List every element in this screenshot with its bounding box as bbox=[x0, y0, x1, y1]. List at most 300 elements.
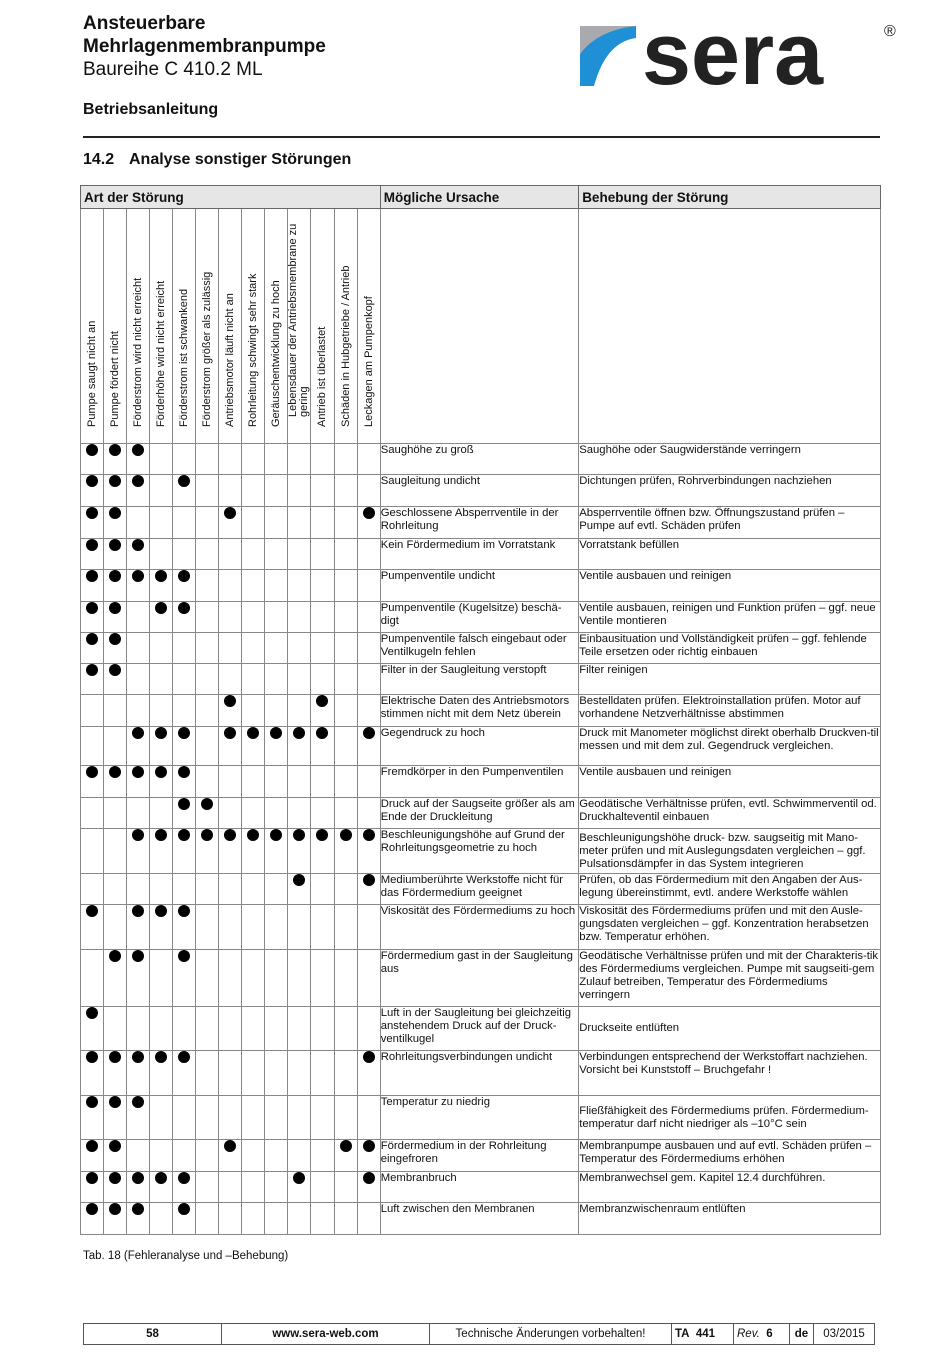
bullet-mark bbox=[316, 727, 328, 739]
cause-cell: Geschlossene Absperrventile in der Rohrleitung bbox=[380, 507, 578, 539]
symptom-mark-cell bbox=[357, 1140, 380, 1172]
symptom-mark-cell bbox=[150, 539, 173, 570]
remedy-cell: Dichtungen prüfen, Rohrverbindungen nachziehen bbox=[579, 475, 881, 507]
bullet-mark bbox=[109, 664, 121, 676]
bullet-mark bbox=[132, 1203, 144, 1215]
symptom-label: Leckagen am Pumpenkopf bbox=[362, 296, 375, 427]
bullet-mark bbox=[132, 829, 144, 841]
symptom-mark-cell bbox=[334, 695, 357, 727]
symptom-mark-cell bbox=[127, 727, 150, 766]
bullet-mark bbox=[132, 475, 144, 487]
symptom-mark-cell bbox=[265, 1140, 288, 1172]
remedy-cell: Absperrventile öffnen bzw. Öffnungszustand prüfen – Pumpe auf evtl. Schäden prüfen bbox=[579, 507, 881, 539]
symptom-mark-cell bbox=[127, 1007, 150, 1051]
bullet-mark bbox=[109, 950, 121, 962]
bullet-mark bbox=[132, 1172, 144, 1184]
bullet-mark bbox=[109, 1096, 121, 1108]
symptom-mark-cell bbox=[242, 1203, 265, 1235]
bullet-mark bbox=[178, 950, 190, 962]
symptom-mark-cell bbox=[196, 1051, 219, 1096]
symptom-mark-cell bbox=[127, 570, 150, 602]
symptom-mark-cell bbox=[104, 1203, 127, 1235]
change-notice: Technische Änderungen vorbehalten! bbox=[430, 1324, 672, 1345]
symptom-mark-cell bbox=[150, 905, 173, 950]
remedy-cell: Druckseite entlüften bbox=[579, 1007, 881, 1051]
symptom-mark-cell bbox=[311, 539, 334, 570]
bullet-mark bbox=[316, 829, 328, 841]
symptom-mark-cell bbox=[334, 507, 357, 539]
logo-wordmark: sera bbox=[642, 8, 824, 88]
symptom-mark-cell bbox=[81, 539, 104, 570]
bullet-mark bbox=[86, 664, 98, 676]
remedy-cell: Vorratstank befüllen bbox=[579, 539, 881, 570]
symptom-mark-cell bbox=[81, 1051, 104, 1096]
symptom-mark-cell bbox=[150, 727, 173, 766]
remedy-cell: Ventile ausbauen und reinigen bbox=[579, 570, 881, 602]
bullet-mark bbox=[86, 1096, 98, 1108]
symptom-mark-cell bbox=[150, 1172, 173, 1203]
symptom-mark-cell bbox=[357, 444, 380, 475]
remedy-cell: Geodätische Verhältnisse prüfen, evtl. Schwimmerventil od. Druckhalteventil einbauen bbox=[579, 798, 881, 829]
cause-cell: Filter in der Saugleitung verstopft bbox=[380, 664, 578, 695]
bullet-mark bbox=[363, 829, 375, 841]
title-line-2: Mehrlagenmembranpumpe bbox=[83, 36, 326, 57]
remedy-cell: Filter reinigen bbox=[579, 664, 881, 695]
revision bbox=[734, 1324, 790, 1345]
bullet-mark bbox=[86, 1051, 98, 1063]
symptom-mark-cell bbox=[311, 664, 334, 695]
symptom-mark-cell bbox=[173, 664, 196, 695]
symptom-mark-cell bbox=[150, 1051, 173, 1096]
bullet-mark bbox=[155, 602, 167, 614]
symptom-mark-cell bbox=[288, 905, 311, 950]
bullet-mark bbox=[109, 1172, 121, 1184]
symptom-mark-cell bbox=[196, 1007, 219, 1051]
symptom-header bbox=[242, 209, 265, 444]
symptom-mark-cell bbox=[196, 695, 219, 727]
symptom-mark-cell bbox=[242, 798, 265, 829]
symptom-mark-cell bbox=[173, 1007, 196, 1051]
symptom-mark-cell bbox=[127, 1051, 150, 1096]
table-row bbox=[81, 905, 881, 950]
symptom-mark-cell bbox=[81, 664, 104, 695]
symptom-mark-cell bbox=[242, 539, 265, 570]
table-row bbox=[81, 874, 881, 905]
symptom-mark-cell bbox=[196, 539, 219, 570]
bullet-mark bbox=[86, 539, 98, 551]
rev-label: Rev. bbox=[737, 1328, 760, 1340]
bullet-mark bbox=[109, 507, 121, 519]
section-title: Analyse sonstiger Störungen bbox=[129, 151, 352, 168]
symptom-mark-cell bbox=[265, 1203, 288, 1235]
symptom-label: Antrieb ist überlastet bbox=[316, 326, 329, 427]
symptom-mark-cell bbox=[219, 1203, 242, 1235]
symptom-mark-cell bbox=[196, 444, 219, 475]
table-row bbox=[81, 798, 881, 829]
symptom-mark-cell bbox=[334, 1203, 357, 1235]
bullet-mark bbox=[86, 475, 98, 487]
table-row bbox=[81, 695, 881, 727]
section-number: 14.2 bbox=[83, 151, 115, 168]
symptom-mark-cell bbox=[357, 664, 380, 695]
symptom-mark-cell bbox=[104, 766, 127, 798]
symptom-mark-cell bbox=[311, 1203, 334, 1235]
symptom-mark-cell bbox=[127, 1172, 150, 1203]
symptom-mark-cell bbox=[196, 905, 219, 950]
symptom-mark-cell bbox=[311, 905, 334, 950]
symptom-mark-cell bbox=[288, 602, 311, 633]
header-blank-remedy bbox=[579, 209, 881, 444]
table-row bbox=[81, 950, 881, 1007]
bullet-mark bbox=[201, 829, 213, 841]
symptom-mark-cell bbox=[265, 475, 288, 507]
symptom-mark-cell bbox=[150, 507, 173, 539]
symptom-mark-cell bbox=[265, 633, 288, 664]
symptom-mark-cell bbox=[196, 766, 219, 798]
symptom-mark-cell bbox=[150, 766, 173, 798]
symptom-header bbox=[150, 209, 173, 444]
bullet-mark bbox=[340, 1140, 352, 1152]
bullet-mark bbox=[132, 539, 144, 551]
symptom-mark-cell bbox=[219, 539, 242, 570]
header-possible-cause: Mögliche Ursache bbox=[380, 186, 578, 209]
symptom-mark-cell bbox=[311, 1007, 334, 1051]
symptom-mark-cell bbox=[311, 633, 334, 664]
symptom-mark-cell bbox=[311, 727, 334, 766]
remedy-cell: Membranwechsel gem. Kapitel 12.4 durchführen. bbox=[579, 1172, 881, 1203]
symptom-mark-cell bbox=[81, 874, 104, 905]
remedy-cell: Ventile ausbauen und reinigen bbox=[579, 766, 881, 798]
symptom-mark-cell bbox=[311, 507, 334, 539]
symptom-mark-cell bbox=[357, 633, 380, 664]
symptom-mark-cell bbox=[127, 829, 150, 874]
bullet-mark bbox=[293, 727, 305, 739]
symptom-mark-cell bbox=[104, 602, 127, 633]
symptom-header bbox=[196, 209, 219, 444]
symptom-mark-cell bbox=[357, 602, 380, 633]
symptom-mark-cell bbox=[311, 829, 334, 874]
symptom-mark-cell bbox=[127, 1203, 150, 1235]
symptom-mark-cell bbox=[173, 1096, 196, 1140]
remedy-cell: Bestelldaten prüfen. Elektroinstallation prüfen. Motor auf vorhandene Netzverhältnisse abstimmen bbox=[579, 695, 881, 727]
remedy-cell: Membranzwischenraum entlüften bbox=[579, 1203, 881, 1235]
symptom-mark-cell bbox=[150, 1007, 173, 1051]
symptom-mark-cell bbox=[127, 1140, 150, 1172]
bullet-mark bbox=[155, 905, 167, 917]
symptom-mark-cell bbox=[104, 798, 127, 829]
symptom-mark-cell bbox=[357, 950, 380, 1007]
bullet-mark bbox=[109, 570, 121, 582]
remedy-cell: Einbausituation und Vollständigkeit prüfen – ggf. fehlende Teile ersetzen oder richtig einbauen bbox=[579, 633, 881, 664]
symptom-mark-cell bbox=[219, 874, 242, 905]
symptom-mark-cell bbox=[196, 829, 219, 874]
symptom-mark-cell bbox=[173, 829, 196, 874]
symptom-mark-cell bbox=[311, 1172, 334, 1203]
symptom-mark-cell bbox=[150, 444, 173, 475]
symptom-mark-cell bbox=[150, 695, 173, 727]
symptom-mark-cell bbox=[173, 1172, 196, 1203]
bullet-mark bbox=[178, 727, 190, 739]
symptom-mark-cell bbox=[81, 1096, 104, 1140]
bullet-mark bbox=[201, 798, 213, 810]
symptom-mark-cell bbox=[242, 570, 265, 602]
symptom-label: Antriebsmotor läuft nicht an bbox=[224, 293, 237, 427]
bullet-mark bbox=[86, 1172, 98, 1184]
symptom-mark-cell bbox=[288, 1140, 311, 1172]
bullet-mark bbox=[132, 905, 144, 917]
symptom-mark-cell bbox=[288, 507, 311, 539]
bullet-mark bbox=[86, 905, 98, 917]
symptom-mark-cell bbox=[150, 1140, 173, 1172]
bullet-mark bbox=[109, 602, 121, 614]
symptom-mark-cell bbox=[127, 664, 150, 695]
symptom-mark-cell bbox=[288, 570, 311, 602]
symptom-mark-cell bbox=[265, 829, 288, 874]
symptom-mark-cell bbox=[265, 695, 288, 727]
symptom-mark-cell bbox=[265, 444, 288, 475]
symptom-mark-cell bbox=[196, 1096, 219, 1140]
symptom-mark-cell bbox=[334, 570, 357, 602]
cause-cell: Mediumberührte Werkstoffe nicht für das Fördermedium geeignet bbox=[380, 874, 578, 905]
bullet-mark bbox=[155, 829, 167, 841]
symptom-mark-cell bbox=[288, 727, 311, 766]
bullet-mark bbox=[109, 633, 121, 645]
symptom-mark-cell bbox=[219, 1096, 242, 1140]
table-row bbox=[81, 1051, 881, 1096]
symptom-label: Förderhöhe wird nicht erreicht bbox=[155, 280, 168, 427]
symptom-mark-cell bbox=[357, 1051, 380, 1096]
table-row bbox=[81, 1172, 881, 1203]
bullet-mark bbox=[178, 475, 190, 487]
table-row bbox=[81, 570, 881, 602]
header-remedy: Behebung der Störung bbox=[579, 186, 881, 209]
bullet-mark bbox=[224, 829, 236, 841]
document-header-title bbox=[83, 12, 543, 81]
symptom-header bbox=[219, 209, 242, 444]
bullet-mark bbox=[178, 602, 190, 614]
registered-mark: ® bbox=[884, 23, 896, 40]
symptom-header bbox=[104, 209, 127, 444]
symptom-mark-cell bbox=[311, 950, 334, 1007]
symptom-mark-cell bbox=[173, 539, 196, 570]
symptom-mark-cell bbox=[219, 950, 242, 1007]
symptom-mark-cell bbox=[242, 829, 265, 874]
symptom-mark-cell bbox=[242, 507, 265, 539]
symptom-label: Förderstrom ist schwankend bbox=[178, 288, 191, 427]
symptom-mark-cell bbox=[288, 664, 311, 695]
cause-cell: Gegendruck zu hoch bbox=[380, 727, 578, 766]
symptom-mark-cell bbox=[196, 475, 219, 507]
bullet-mark bbox=[363, 727, 375, 739]
symptom-mark-cell bbox=[242, 1172, 265, 1203]
symptom-mark-cell bbox=[334, 1140, 357, 1172]
cause-cell: Temperatur zu niedrig bbox=[380, 1096, 578, 1140]
symptom-mark-cell bbox=[104, 475, 127, 507]
table-row bbox=[81, 475, 881, 507]
bullet-mark bbox=[178, 1051, 190, 1063]
bullet-mark bbox=[224, 695, 236, 707]
document-type: Betriebsanleitung bbox=[83, 101, 219, 118]
symptom-mark-cell bbox=[334, 950, 357, 1007]
bullet-mark bbox=[86, 570, 98, 582]
symptom-mark-cell bbox=[127, 798, 150, 829]
symptom-label: Förderstrom wird nicht erreicht bbox=[132, 277, 145, 427]
symptom-mark-cell bbox=[288, 695, 311, 727]
symptom-mark-cell bbox=[357, 695, 380, 727]
table-row bbox=[81, 829, 881, 874]
symptom-mark-cell bbox=[334, 874, 357, 905]
symptom-mark-cell bbox=[127, 539, 150, 570]
symptom-mark-cell bbox=[127, 950, 150, 1007]
symptom-mark-cell bbox=[127, 874, 150, 905]
table-caption: Tab. 18 (Fehleranalyse und –Behebung) bbox=[83, 1250, 289, 1262]
symptom-mark-cell bbox=[242, 444, 265, 475]
symptom-mark-cell bbox=[334, 602, 357, 633]
bullet-mark bbox=[270, 829, 282, 841]
symptom-mark-cell bbox=[104, 539, 127, 570]
issue-date: 03/2015 bbox=[814, 1324, 875, 1345]
symptom-mark-cell bbox=[242, 1051, 265, 1096]
cause-cell: Pumpenventile falsch eingebaut oder Ventilkugeln fehlen bbox=[380, 633, 578, 664]
symptom-mark-cell bbox=[265, 766, 288, 798]
symptom-mark-cell bbox=[219, 507, 242, 539]
website-link[interactable]: www.sera-web.com bbox=[222, 1324, 430, 1345]
cause-cell: Luft zwischen den Membranen bbox=[380, 1203, 578, 1235]
symptom-label: Geräuschentwicklung zu hoch bbox=[270, 280, 283, 427]
symptom-header bbox=[334, 209, 357, 444]
symptom-mark-cell bbox=[242, 905, 265, 950]
bullet-mark bbox=[178, 766, 190, 778]
symptom-mark-cell bbox=[219, 570, 242, 602]
symptom-mark-cell bbox=[81, 633, 104, 664]
symptom-mark-cell bbox=[81, 727, 104, 766]
symptom-mark-cell bbox=[150, 602, 173, 633]
symptom-mark-cell bbox=[334, 475, 357, 507]
symptom-mark-cell bbox=[311, 475, 334, 507]
symptom-mark-cell bbox=[265, 905, 288, 950]
symptom-mark-cell bbox=[150, 664, 173, 695]
bullet-mark bbox=[132, 1051, 144, 1063]
symptom-mark-cell bbox=[357, 475, 380, 507]
symptom-mark-cell bbox=[219, 905, 242, 950]
fault-analysis-table bbox=[80, 185, 881, 1235]
symptom-mark-cell bbox=[104, 1051, 127, 1096]
cause-cell: Rohrleitungsverbindungen undicht bbox=[380, 1051, 578, 1096]
symptom-mark-cell bbox=[150, 874, 173, 905]
symptom-mark-cell bbox=[150, 475, 173, 507]
cause-cell: Beschleunigungshöhe auf Grund der Rohrleitungsgeometrie zu hoch bbox=[380, 829, 578, 874]
symptom-mark-cell bbox=[311, 798, 334, 829]
symptom-mark-cell bbox=[81, 475, 104, 507]
bullet-mark bbox=[363, 507, 375, 519]
symptom-mark-cell bbox=[81, 507, 104, 539]
symptom-mark-cell bbox=[173, 444, 196, 475]
symptom-mark-cell bbox=[288, 539, 311, 570]
symptom-mark-cell bbox=[127, 507, 150, 539]
symptom-mark-cell bbox=[288, 444, 311, 475]
bullet-mark bbox=[178, 1172, 190, 1184]
symptom-mark-cell bbox=[242, 950, 265, 1007]
symptom-mark-cell bbox=[334, 727, 357, 766]
symptom-mark-cell bbox=[173, 475, 196, 507]
symptom-mark-cell bbox=[288, 829, 311, 874]
symptom-mark-cell bbox=[357, 829, 380, 874]
symptom-mark-cell bbox=[127, 766, 150, 798]
symptom-mark-cell bbox=[127, 602, 150, 633]
bullet-mark bbox=[155, 570, 167, 582]
symptom-mark-cell bbox=[288, 874, 311, 905]
symptom-mark-cell bbox=[81, 1172, 104, 1203]
bullet-mark bbox=[109, 475, 121, 487]
bullet-mark bbox=[132, 727, 144, 739]
symptom-mark-cell bbox=[357, 1203, 380, 1235]
symptom-mark-cell bbox=[311, 874, 334, 905]
bullet-mark bbox=[132, 950, 144, 962]
bullet-mark bbox=[247, 727, 259, 739]
bullet-mark bbox=[109, 444, 121, 456]
bullet-mark bbox=[86, 633, 98, 645]
symptom-mark-cell bbox=[288, 475, 311, 507]
table-row bbox=[81, 444, 881, 475]
symptom-mark-cell bbox=[357, 1096, 380, 1140]
ta-value: 441 bbox=[695, 1328, 716, 1340]
symptom-mark-cell bbox=[219, 633, 242, 664]
symptom-mark-cell bbox=[81, 950, 104, 1007]
bullet-mark bbox=[109, 539, 121, 551]
cause-cell: Pumpenventile (Kugelsitze) beschä-digt bbox=[380, 602, 578, 633]
symptom-mark-cell bbox=[127, 444, 150, 475]
symptom-mark-cell bbox=[219, 602, 242, 633]
symptom-mark-cell bbox=[311, 1140, 334, 1172]
symptom-mark-cell bbox=[81, 798, 104, 829]
symptom-mark-cell bbox=[219, 444, 242, 475]
symptom-mark-cell bbox=[334, 1007, 357, 1051]
bullet-mark bbox=[293, 874, 305, 886]
symptom-label: Schäden in Hubgetriebe / Antrieb bbox=[339, 265, 352, 427]
table-row bbox=[81, 664, 881, 695]
symptom-mark-cell bbox=[357, 539, 380, 570]
symptom-label: Pumpe saugt nicht an bbox=[86, 320, 99, 427]
table-row bbox=[81, 1096, 881, 1140]
symptom-header bbox=[173, 209, 196, 444]
symptom-mark-cell bbox=[288, 950, 311, 1007]
bullet-mark bbox=[132, 1096, 144, 1108]
symptom-mark-cell bbox=[334, 1096, 357, 1140]
cause-cell: Saugleitung undicht bbox=[380, 475, 578, 507]
cause-cell: Elektrische Daten des Antriebsmotors stimmen nicht mit dem Netz überein bbox=[380, 695, 578, 727]
bullet-mark bbox=[224, 1140, 236, 1152]
symptom-mark-cell bbox=[265, 1172, 288, 1203]
cause-cell: Saughöhe zu groß bbox=[380, 444, 578, 475]
symptom-mark-cell bbox=[173, 570, 196, 602]
cause-cell: Pumpenventile undicht bbox=[380, 570, 578, 602]
symptom-mark-cell bbox=[288, 1172, 311, 1203]
bullet-mark bbox=[155, 1172, 167, 1184]
symptom-mark-cell bbox=[265, 1051, 288, 1096]
symptom-mark-cell bbox=[127, 695, 150, 727]
symptom-mark-cell bbox=[196, 798, 219, 829]
symptom-mark-cell bbox=[173, 507, 196, 539]
symptom-mark-cell bbox=[150, 633, 173, 664]
symptom-mark-cell bbox=[104, 695, 127, 727]
symptom-mark-cell bbox=[357, 766, 380, 798]
remedy-cell: Ventile ausbauen, reinigen und Funktion prüfen – ggf. neue Ventile montieren bbox=[579, 602, 881, 633]
symptom-mark-cell bbox=[219, 798, 242, 829]
symptom-mark-cell bbox=[104, 1007, 127, 1051]
cause-cell: Luft in der Saugleitung bei gleichzeitig anstehendem Druck auf der Druck-ventilkugel bbox=[380, 1007, 578, 1051]
bullet-mark bbox=[155, 1051, 167, 1063]
symptom-mark-cell bbox=[357, 1172, 380, 1203]
